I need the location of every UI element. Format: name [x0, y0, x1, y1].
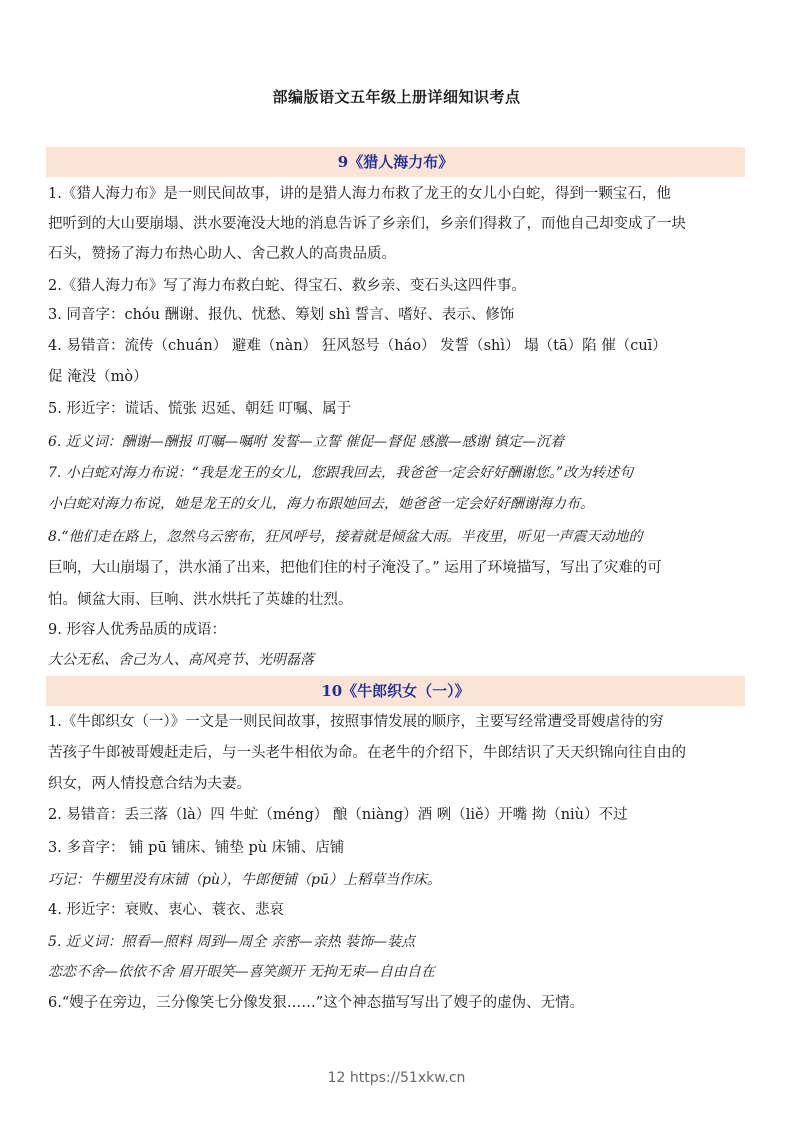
text-line: 苦孩子牛郎被哥嫂赶走后，与一头老牛相依为命。在老牛的介绍下，牛郎结识了天天织锦向往自由的	[48, 745, 686, 761]
text-line: 7. 小白蛇对海力布说：“我是龙王的女儿，您跟我回去，我爸爸一定会好好酬谢您。”改为转述句	[48, 465, 634, 481]
text-line: 6. 近义词：酬谢—酬报 叮嘱—嘱咐 发誓—立誓 催促—督促 感激—感谢 镇定—沉着	[48, 434, 565, 450]
text-line: 巧记：牛棚里没有床铺（pù），牛郎便铺（pū）上稻草当作床。	[48, 872, 441, 888]
text-line: 2. 易错音：丢三落（là）四 牛虻（méng） 酿（niàng）酒 咧（liě）开嘴 拗（niù）不过	[48, 807, 628, 823]
text-line: 石头，赞扬了海力布热心助人、舍己救人的高贵品质。	[48, 246, 396, 262]
text-line: 恋恋不舍—依依不舍 眉开眼笑—喜笑颜开 无拘无束—自由自在	[48, 964, 435, 980]
text-line: 织女，两人情投意合结为夫妻。	[48, 776, 251, 792]
text-line: 怕。倾盆大雨、巨响、洪水烘托了英雄的壮烈。	[48, 592, 353, 608]
page-title: 部编版语文五年级上册详细知识考点	[272, 88, 521, 106]
page-footer: 12 https://51xkw.cn	[327, 1070, 466, 1086]
text-line: 大公无私、舍己为人、高风亮节、光明磊落	[48, 652, 314, 668]
text-line: 6.“嫂子在旁边，三分像笑七分像发狠……”这个神态描写写出了嫂子的虚伪、无情。	[48, 995, 585, 1011]
text-line: 4. 形近字：衰败、衷心、蓑衣、悲哀	[48, 902, 284, 918]
text-line: 促 淹没（mò）	[48, 369, 148, 385]
text-line: 5. 近义词：照看—照料 周到—周全 亲密—亲热 装饰—装点	[48, 934, 416, 950]
section-heading-9: 9《猎人海力布》	[46, 147, 745, 177]
text-line: 9. 形容人优秀品质的成语：	[48, 622, 226, 638]
text-line: 5. 形近字：谎话、慌张 迟延、朝廷 叮嘱、属于	[48, 401, 352, 417]
text-line: 3. 多音字： 铺 pū 铺床、铺垫 pù 床铺、店铺	[48, 840, 345, 856]
text-line: 8.“他们走在路上，忽然乌云密布，狂风呼号，接着就是倾盆大雨。半夜里，听见一声震天动地的	[48, 529, 643, 545]
text-line: 3. 同音字：chóu 酬谢、报仇、忧愁、筹划 shì 誓言、嗜好、表示、修饰	[48, 307, 515, 323]
section-heading-10: 10《牛郎织女（一）》	[46, 676, 745, 706]
text-line: 小白蛇对海力布说，她是龙王的女儿，海力布跟她回去，她爸爸一定会好好酬谢海力布。	[48, 496, 594, 512]
text-line: 4. 易错音：流传（chuán） 避难（nàn） 狂风怒号（háo） 发誓（shì） 塌（tā）陷 催（cuī）	[48, 338, 667, 354]
text-line: 1.《猎人海力布》是一则民间故事，讲的是猎人海力布救了龙王的女儿小白蛇，得到一颗宝石，他	[48, 186, 671, 202]
text-line: 2.《猎人海力布》写了海力布救白蛇、得宝石、救乡亲、变石头这四件事。	[48, 278, 526, 294]
text-line: 巨响，大山崩塌了，洪水涌了出来，把他们住的村子淹没了。” 运用了环境描写，写出了灾难的可	[48, 560, 662, 576]
text-line: 把听到的大山要崩塌、洪水要淹没大地的消息告诉了乡亲们，乡亲们得救了，而他自己却变成了一块	[48, 216, 686, 232]
text-line: 1.《牛郎织女（一）》一文是一则民间故事，按照事情发展的顺序，主要写经常遭受哥嫂虐待的穷	[48, 714, 664, 730]
